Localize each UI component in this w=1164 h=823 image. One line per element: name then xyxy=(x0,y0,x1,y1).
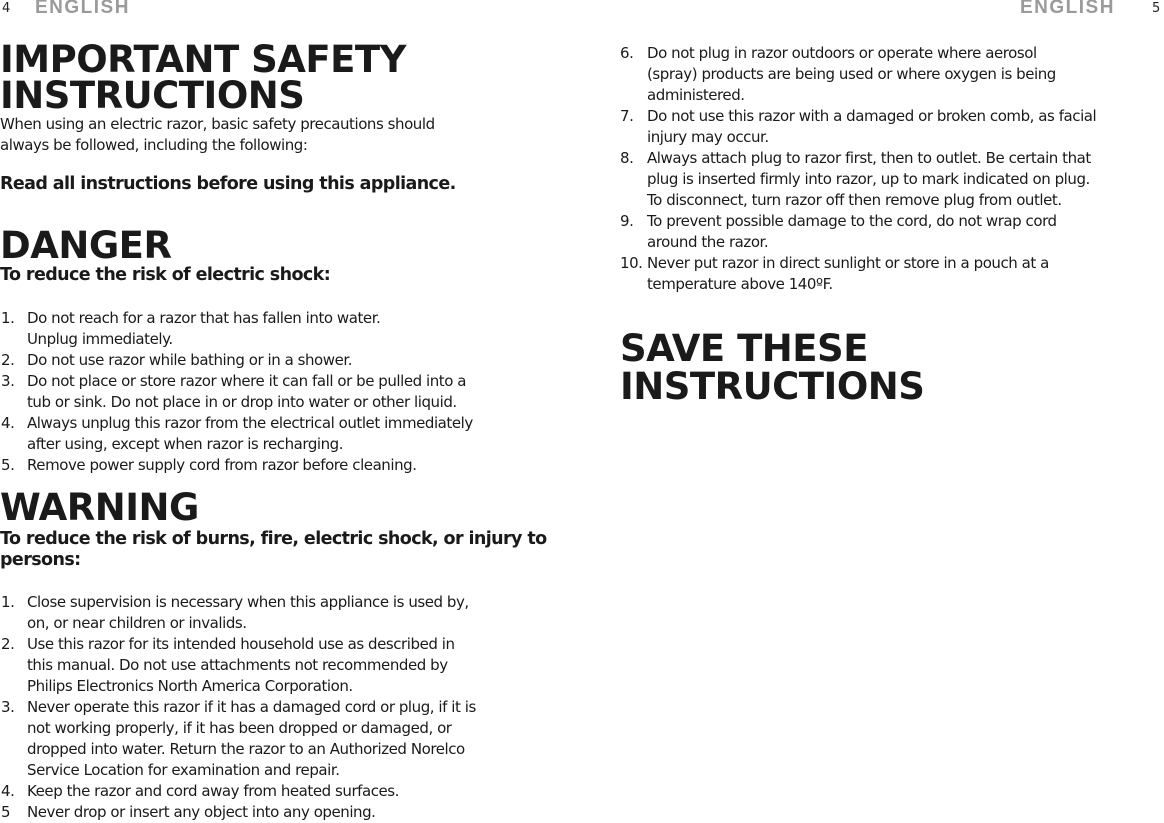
list-item-line: Do not plug in razor outdoors or operate where aerosol xyxy=(647,44,1037,62)
list-item-number: 1. xyxy=(1,309,15,327)
list-item-number: 6. xyxy=(620,44,634,62)
list-item-number: 3. xyxy=(1,372,15,390)
intro-line-2: always be followed, including the following: xyxy=(0,136,308,154)
page-number-left: 4 xyxy=(2,1,11,16)
list-item-number: 4. xyxy=(1,782,15,800)
page-title-line-1: IMPORTANT SAFETY xyxy=(0,38,406,81)
list-item-number: 2. xyxy=(1,351,15,369)
danger-list xyxy=(1,308,561,476)
list-item-line: Always attach plug to razor first, then to outlet. Be certain that xyxy=(647,149,1091,167)
list-item-line: on, or near children or invalids. xyxy=(27,614,247,632)
list-item xyxy=(1,308,561,350)
list-item-line: (spray) products are being used or where oxygen is being xyxy=(647,65,1056,83)
list-item xyxy=(620,211,1160,253)
read-all-notice: Read all instructions before using this appliance. xyxy=(0,174,456,194)
list-item-line: Never operate this razor if it has a damaged cord or plug, if it is xyxy=(27,698,476,716)
list-item xyxy=(1,802,561,823)
danger-subheading: To reduce the risk of electric shock: xyxy=(0,265,331,285)
list-item-number: 10. xyxy=(620,254,643,272)
list-item-line: tub or sink. Do not place in or drop into water or other liquid. xyxy=(27,393,457,411)
list-item-line: after using, except when razor is recharging. xyxy=(27,435,344,453)
warning-subheading-line-2: persons: xyxy=(0,550,81,570)
warning-subheading xyxy=(0,529,547,571)
list-item-line: Never put razor in direct sunlight or store in a pouch at a xyxy=(647,254,1049,272)
list-item xyxy=(620,43,1160,106)
save-instructions xyxy=(620,327,925,408)
list-item-number: 5. xyxy=(1,456,15,474)
list-item-number: 8. xyxy=(620,149,634,167)
page-title xyxy=(0,38,406,117)
list-item-line: Philips Electronics North America Corporation. xyxy=(27,677,353,695)
page-number-right: 5 xyxy=(1152,1,1161,16)
intro-line-1: When using an electric razor, basic safety precautions should xyxy=(0,115,435,133)
list-item xyxy=(620,253,1160,295)
list-item-line: injury may occur. xyxy=(647,128,769,146)
list-item xyxy=(1,455,561,476)
list-item xyxy=(1,697,561,781)
list-item-line: Unplug immediately. xyxy=(27,330,173,348)
save-line-2: INSTRUCTIONS xyxy=(620,365,925,408)
running-head-left: ENGLISH xyxy=(35,0,130,18)
list-item-line: Do not use razor while bathing or in a shower. xyxy=(27,351,353,369)
intro-text xyxy=(0,114,435,156)
warning-subheading-line-1: To reduce the risk of burns, fire, electric shock, or injury to xyxy=(0,529,547,549)
list-item-number: 9. xyxy=(620,212,634,230)
warning-list xyxy=(1,592,561,823)
list-item-line: around the razor. xyxy=(647,233,769,251)
continued-list xyxy=(620,43,1160,295)
list-item-line: Always unplug this razor from the electrical outlet immediately xyxy=(27,414,473,432)
list-item xyxy=(1,371,561,413)
list-item-line: Remove power supply cord from razor before cleaning. xyxy=(27,456,417,474)
list-item-number: 7. xyxy=(620,107,634,125)
list-item-number: 5 xyxy=(1,803,11,821)
list-item-line: Close supervision is necessary when this appliance is used by, xyxy=(27,593,469,611)
list-item-line: To disconnect, turn razor off then remove plug from outlet. xyxy=(647,191,1062,209)
running-head-right: ENGLISH xyxy=(1020,0,1115,18)
list-item-number: 3. xyxy=(1,698,15,716)
list-item-number: 4. xyxy=(1,414,15,432)
list-item-line: administered. xyxy=(647,86,745,104)
list-item xyxy=(1,781,561,802)
list-item-line: temperature above 140ºF. xyxy=(647,275,833,293)
list-item-line: dropped into water. Return the razor to an Authorized Norelco xyxy=(27,740,465,758)
list-item-number: 1. xyxy=(1,593,15,611)
list-item xyxy=(1,413,561,455)
save-line-1: SAVE THESE xyxy=(620,327,868,370)
danger-heading: DANGER xyxy=(0,224,172,267)
list-item-line: Use this razor for its intended household use as described in xyxy=(27,635,455,653)
list-item-number: 2. xyxy=(1,635,15,653)
list-item-line: Never drop or insert any object into any opening. xyxy=(27,803,376,821)
list-item xyxy=(1,350,561,371)
list-item-line: not working properly, if it has been dropped or damaged, or xyxy=(27,719,452,737)
list-item xyxy=(620,148,1160,211)
list-item-line: Do not use this razor with a damaged or broken comb, as facial xyxy=(647,107,1097,125)
page-title-line-2: INSTRUCTIONS xyxy=(0,74,305,117)
list-item xyxy=(1,634,561,697)
list-item-line: Service Location for examination and repair. xyxy=(27,761,340,779)
list-item-line: this manual. Do not use attachments not recommended by xyxy=(27,656,448,674)
warning-heading: WARNING xyxy=(0,486,199,529)
list-item xyxy=(1,592,561,634)
list-item-line: plug is inserted firmly into razor, up to mark indicated on plug. xyxy=(647,170,1090,188)
list-item-line: Do not place or store razor where it can fall or be pulled into a xyxy=(27,372,467,390)
list-item-line: Keep the razor and cord away from heated surfaces. xyxy=(27,782,399,800)
list-item-line: To prevent possible damage to the cord, do not wrap cord xyxy=(647,212,1057,230)
list-item xyxy=(620,106,1160,148)
list-item-line: Do not reach for a razor that has fallen into water. xyxy=(27,309,381,327)
